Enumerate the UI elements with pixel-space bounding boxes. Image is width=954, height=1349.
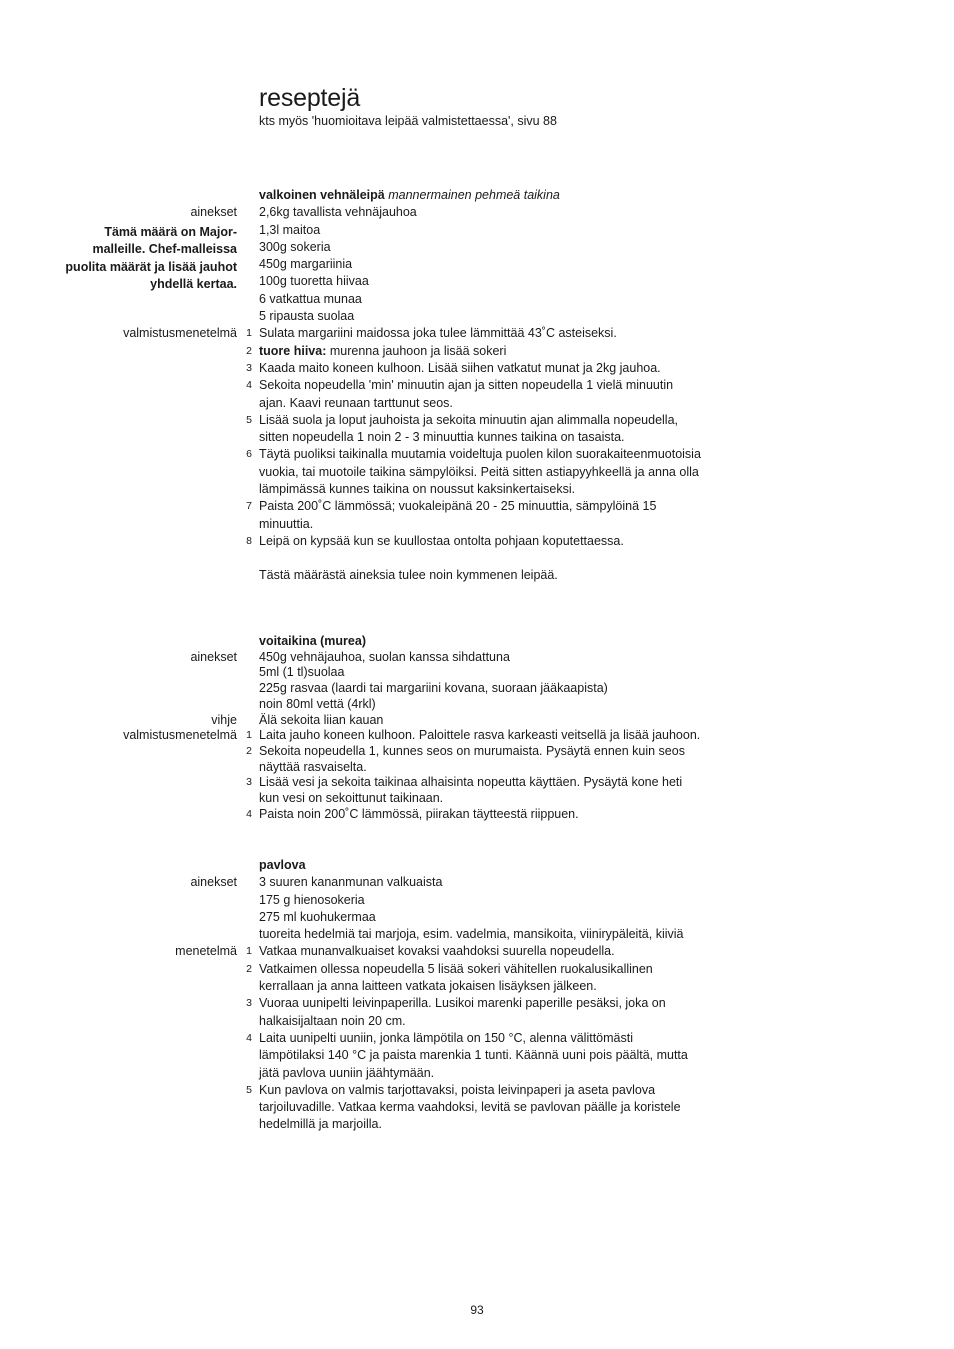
ingredients-label: ainekset: [190, 649, 237, 664]
step-text: Paista 200˚C lämmössä; vuokaleipänä 20 - 25 minuuttia, sämpylöinä 15 minuuttia.: [259, 499, 657, 531]
step-row: [0, 961, 954, 996]
tip-text: Älä sekoita liian kauan: [259, 712, 384, 727]
recipe-title-row: [0, 634, 954, 650]
step-row: [0, 728, 954, 744]
ingredient: 6 vatkattua munaa: [259, 291, 362, 306]
ingredient: 175 g hienosokeria: [259, 892, 365, 907]
step-row: [0, 325, 954, 342]
step-row: [0, 377, 954, 412]
ingredient-row: [0, 909, 954, 926]
step-number: 2: [246, 962, 252, 975]
tip-label: vihje: [211, 712, 237, 727]
step-text: Sekoita nopeudella 'min' minuutin ajan ja sitten nopeudella 1 vielä minuutin ajan. Kaavi reunaan tarttunut seos.: [259, 378, 674, 410]
page-number: 93: [470, 1303, 484, 1317]
step-text: Vatkaa munanvalkuaiset kovaksi vaahdoksi suurella nopeudella.: [259, 944, 615, 959]
ingredient: 275 ml kuohukermaa: [259, 909, 376, 924]
step-row: [0, 995, 954, 1030]
recipe-title: valkoinen vehnäleipä: [259, 188, 385, 202]
step-number: 3: [246, 997, 252, 1010]
step-row: [0, 446, 954, 498]
method-label: valmistusmenetelmä: [123, 728, 237, 743]
step-row: [0, 775, 954, 806]
recipe-pavlova: [0, 857, 954, 1134]
step-number: 6: [246, 448, 252, 461]
ingredient: tuoreita hedelmiä tai marjoja, esim. vadelmia, mansikoita, viinirypäleitä, kiiviä: [259, 927, 684, 942]
step-text: Laita jauho koneen kulhoon. Paloittele rasva karkeasti veitsellä ja lisää jauhoon.: [259, 728, 701, 743]
ingredient-row: [0, 926, 954, 943]
ingredient: 225g rasvaa (laardi tai margariini kovana, suoraan jääkaapista): [259, 681, 608, 696]
step-row: [0, 744, 954, 775]
ingredients-label: ainekset: [190, 205, 237, 220]
step-text: Lisää vesi ja sekoita taikinaa alhaisinta nopeutta käyttäen. Pysäytä kone heti kun vesi on sekoittunut taikinaan.: [259, 775, 683, 806]
step-text: Vatkaimen ollessa nopeudella 5 lisää sokeri vähitellen ruokalusikallinen kerrallaan ja anna laitteen vatkata jokaisen lisäyksen jälkeen.: [259, 961, 653, 994]
step-bold-lead: tuore hiiva:: [259, 343, 327, 358]
step-number: 1: [246, 729, 252, 742]
step-text: Vuoraa uunipelti leivinpaperilla. Lusikoi marenki paperille pesäksi, joka on halkaisijaltaan noin 20 cm.: [259, 996, 666, 1028]
ingredient-row: [0, 204, 954, 221]
step-number: 2: [246, 744, 252, 757]
step-text: Lisää suola ja loput jauhoista ja sekoita minuutin ajan alimmalla nopeudella, sitten nopeudella 1 noin 2 - 3 minuuttia kunnes taikina on tasaista.: [259, 412, 679, 445]
step-number: 8: [246, 534, 252, 547]
recipe-subtitle: mannermainen pehmeä taikina: [388, 188, 560, 202]
tip-row: [0, 713, 954, 729]
ingredient: 1,3l maitoa: [259, 222, 321, 237]
step-text: Laita uunipelti uuniin, jonka lämpötila on 150 °C, alenna välittömästi lämpötilaksi 140 °C ja paista marenkia 1 tunti. Käännä uuni pois päältä, mutta jätä pavlova uuniin jäähtymään.: [259, 1030, 688, 1080]
step-number: 4: [246, 379, 252, 392]
step-text: murenna jauhoon ja lisää sokeri: [326, 343, 507, 358]
yield-row: [0, 567, 954, 584]
recipe-voitaikina: [0, 634, 954, 822]
step-text: Paista noin 200˚C lämmössä, piirakan täytteestä riippuen.: [259, 806, 579, 821]
ingredient-row: [0, 681, 954, 697]
step-row: [0, 1030, 954, 1082]
step-number: 5: [246, 1083, 252, 1096]
ingredient-row: [0, 874, 954, 891]
recipe-yield: Tästä määrästä aineksia tulee noin kymmenen leipää.: [259, 568, 558, 583]
step-text: Leipä on kypsää kun se kuullostaa ontolta pohjaan koputettaessa.: [259, 533, 624, 548]
step-row: [0, 498, 954, 533]
ingredient-row: [0, 291, 954, 308]
ingredient: noin 80ml vettä (4rkl): [259, 696, 376, 711]
ingredient-row: [0, 697, 954, 713]
ingredient: 300g sokeria: [259, 239, 331, 254]
step-number: 5: [246, 413, 252, 426]
model-note: Tämä määrä on Major-malleille. Chef-malleissa puolita määrät ja lisää jauhot yhdellä kertaa.: [65, 225, 237, 291]
step-row: [0, 343, 954, 360]
method-label: menetelmä: [175, 944, 237, 959]
recipe-title: voitaikina (murea): [259, 634, 366, 648]
step-row: [0, 412, 954, 447]
step-text: Kun pavlova on valmis tarjottavaksi, poista leivinpaperi ja aseta pavlova tarjoiluvadille. Vatkaa kerma vaahdoksi, levitä se pavlovan päälle ja koristele hedelmillä ja marjoilla.: [259, 1082, 681, 1132]
step-number: 1: [246, 327, 252, 340]
recipe-title-row: [0, 857, 954, 874]
step-text: Sulata margariini maidossa joka tulee lämmittää 43˚C asteiseksi.: [259, 326, 617, 341]
ingredients-label: ainekset: [190, 875, 237, 890]
ingredient-row: [0, 892, 954, 909]
step-text: Täytä puoliksi taikinalla muutamia voideltuja puolen kilon suorakaiteenmuotoisia vuokia, tai muotoile taikina sämpylöiksi. Peitä sitten astiapyyhkeellä ja anna olla lämpimässä kunnes taikina on noussut kaksinkertaiseksi.: [259, 447, 701, 497]
step-row: [0, 807, 954, 823]
step-text: Sekoita nopeudella 1, kunnes seos on murumaista. Pysäytä ennen kuin seos näyttää rasvaiselta.: [259, 743, 685, 774]
ingredient: 2,6kg tavallista vehnäjauhoa: [259, 205, 417, 220]
method-label: valmistusmenetelmä: [123, 326, 237, 341]
ingredient-row: [0, 308, 954, 325]
ingredient: 450g vehnäjauhoa, suolan kanssa sihdattuna: [259, 649, 510, 664]
step-number: 3: [246, 361, 252, 374]
ingredient: 100g tuoretta hiivaa: [259, 274, 369, 289]
ingredient: 450g margariinia: [259, 257, 353, 272]
step-number: 7: [246, 500, 252, 513]
step-number: 1: [246, 945, 252, 958]
ingredient: 3 suuren kananmunan valkuaista: [259, 875, 443, 890]
ingredient-row: [0, 650, 954, 666]
step-row: [0, 943, 954, 960]
ingredient: 5ml (1 tl)suolaa: [259, 665, 345, 680]
ingredient: 5 ripausta suolaa: [259, 309, 355, 324]
step-number: 2: [246, 344, 252, 357]
page-title: reseptejä: [259, 84, 361, 112]
recipe-title: pavlova: [259, 858, 306, 872]
recipe-title-row: [0, 187, 954, 204]
step-number: 4: [246, 1031, 252, 1044]
step-row: [0, 1082, 954, 1134]
step-row: [0, 360, 954, 377]
step-number: 4: [246, 807, 252, 820]
step-text: Kaada maito koneen kulhoon. Lisää siihen vatkatut munat ja 2kg jauhoa.: [259, 360, 661, 375]
ingredient-row: [0, 665, 954, 681]
page-subtitle: kts myös 'huomioitava leipää valmistettaessa', sivu 88: [259, 114, 557, 128]
step-row: [0, 533, 954, 550]
step-number: 3: [246, 776, 252, 789]
